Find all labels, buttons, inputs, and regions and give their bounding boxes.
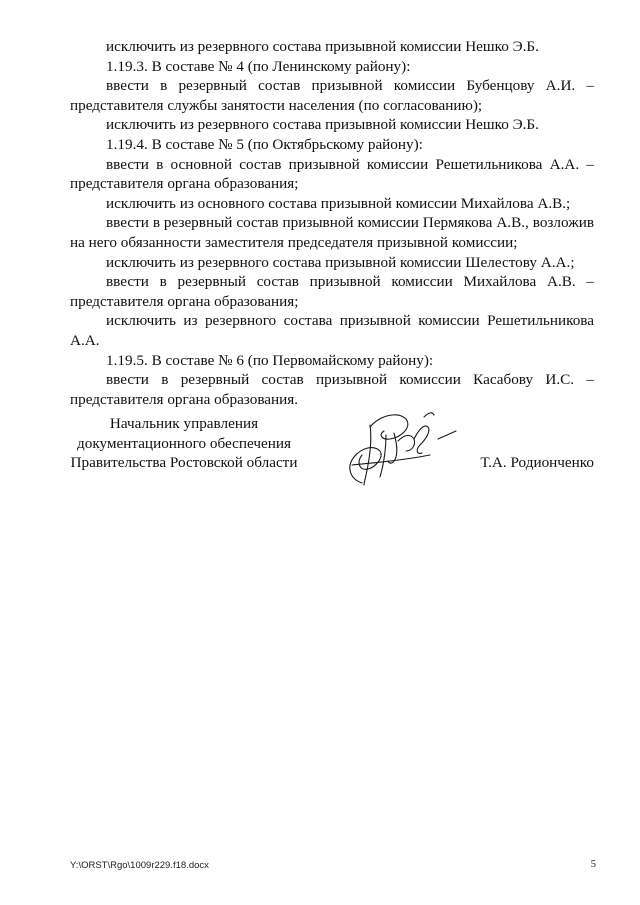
paragraph-13: ввести в резервный состав призывной комиссии Касабову И.С. – представителя органа образования. xyxy=(70,371,594,408)
paragraph-10: ввести в резервный состав призывной комиссии Михайлова А.В. – представителя органа образования; xyxy=(70,273,594,310)
page-number: 5 xyxy=(590,859,596,870)
paragraph-5: 1.19.4. В составе № 5 (по Октябрьскому району): xyxy=(106,135,423,153)
paragraph-3: ввести в резервный состав призывной комиссии Бубенцову А.И. – представителя службы занятости населения (по согласованию); xyxy=(70,77,594,114)
paragraph-9: исключить из резервного состава призывной комиссии Шелестову А.А.; xyxy=(106,253,575,271)
handwritten-signature xyxy=(340,405,458,490)
paragraph-8: ввести в резервный состав призывной комиссии Пермякова А.В., возложив на него обязанности заместителя председателя призывной комиссии; xyxy=(70,214,594,251)
document-body xyxy=(70,37,594,409)
position-line-3: Правительства Ростовской области xyxy=(70,454,298,472)
paragraph-11: исключить из резервного состава призывной комиссии Решетильникова А.А. xyxy=(70,312,594,349)
paragraph-12: 1.19.5. В составе № 6 (по Первомайскому району): xyxy=(106,351,434,369)
paragraph-6: ввести в основной состав призывной комиссии Решетильникова А.А. – представителя органа образования; xyxy=(70,155,594,193)
signatory-name: Т.А. Родионченко xyxy=(480,454,594,471)
signatory-position xyxy=(66,414,302,473)
position-line-1: Начальник управления xyxy=(109,415,259,432)
position-line-2: документационного обеспечения xyxy=(77,434,291,452)
paragraph-4: исключить из резервного состава призывной комиссии Нешко Э.Б. xyxy=(106,116,539,134)
paragraph-2: 1.19.3. В составе № 4 (по Ленинскому району): xyxy=(106,57,411,75)
paragraph-7: исключить из основного состава призывной комиссии Михайлова А.В.; xyxy=(106,194,571,212)
file-path: Y:\ORST\Rgo\1009r229.f18.docx xyxy=(70,860,209,871)
paragraph-1: исключить из резервного состава призывной комиссии Нешко Э.Б. xyxy=(106,38,539,55)
